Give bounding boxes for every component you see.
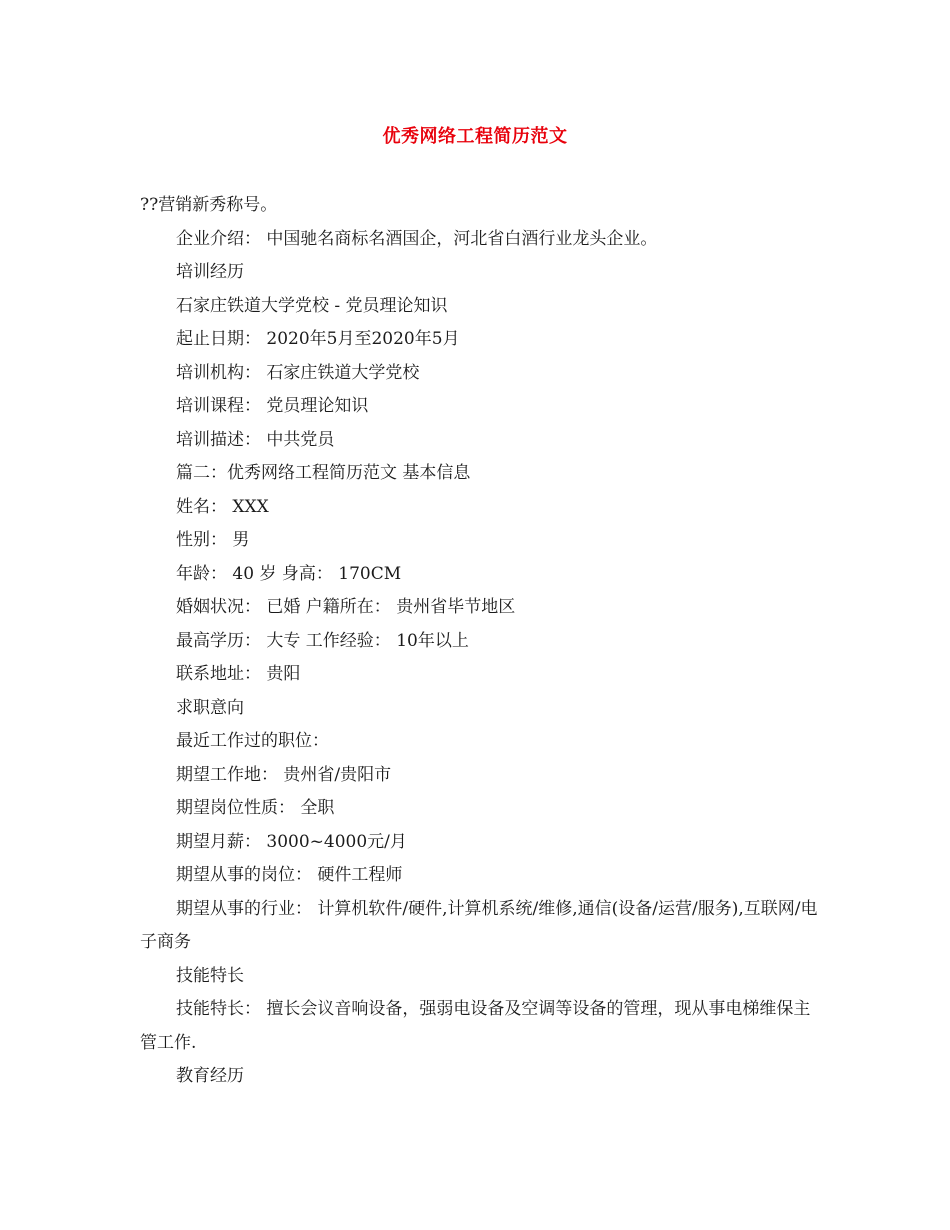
text-line-job-type: 期望岗位性质： 全职	[176, 798, 335, 818]
text-line-training-course: 培训课程： 党员理论知识	[176, 396, 369, 416]
text-line-name: 姓名： XXX	[176, 496, 269, 517]
document-title: 优秀网络工程简历范文	[382, 126, 568, 147]
text-line-age-height: 年龄： 40 岁 身高： 170CM	[176, 563, 402, 584]
text-line-marital-residence: 婚姻状况： 已婚 户籍所在： 贵州省毕节地区	[176, 597, 516, 617]
section-heading-basic-info: 篇二：优秀网络工程简历范文 基本信息	[176, 463, 471, 483]
text-line-gender: 性别： 男	[176, 530, 250, 550]
text-line-honor: ??营销新秀称号。	[140, 195, 278, 215]
text-line-training-dates: 起止日期： 2020年5月至2020年5月	[176, 329, 460, 349]
section-heading-training: 培训经历	[176, 262, 244, 282]
text-line-desired-location: 期望工作地： 贵州省/贵阳市	[176, 764, 392, 785]
text-line-training-item: 石家庄铁道大学党校 - 党员理论知识	[176, 295, 448, 316]
document-body	[140, 189, 820, 1094]
text-line-training-org: 培训机构： 石家庄铁道大学党校	[176, 362, 420, 383]
section-heading-job-intent: 求职意向	[176, 697, 244, 718]
text-line-education-experience: 最高学历： 大专 工作经验： 10年以上	[176, 630, 469, 651]
section-heading-education: 教育经历	[176, 1066, 244, 1086]
text-line-address: 联系地址： 贵阳	[176, 664, 301, 684]
text-line-recent-position: 最近工作过的职位：	[176, 731, 329, 751]
text-para-skills: 技能特长： 擅长会议音响设备，强弱电设备及空调等设备的管理，现从事电梯维保主管工作.	[140, 999, 811, 1053]
text-line-salary: 期望月薪： 3000~4000元/月	[176, 831, 407, 852]
text-line-desired-position: 期望从事的岗位： 硬件工程师	[176, 865, 403, 885]
text-line-company-intro: 企业介绍： 中国驰名商标名酒国企，河北省白酒行业龙头企业。	[176, 228, 658, 249]
section-heading-skills: 技能特长	[176, 965, 244, 986]
text-line-training-desc: 培训描述： 中共党员	[176, 429, 335, 450]
text-para-desired-industry: 期望从事的行业： 计算机软件/硬件,计算机系统/维修,通信(设备/运营/服务),互联网/电子商务	[140, 898, 818, 952]
